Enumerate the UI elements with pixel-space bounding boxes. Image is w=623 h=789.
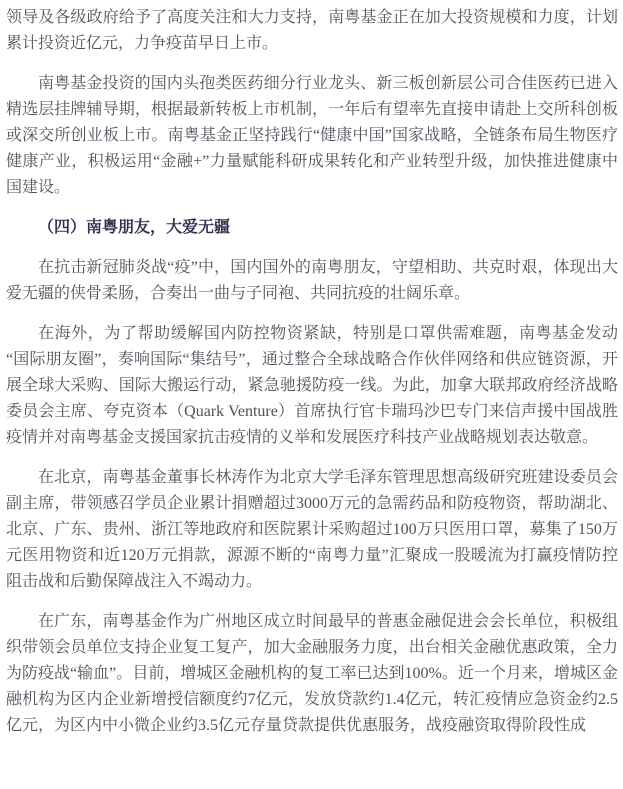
paragraph: 在海外，为了帮助缓解国内防控物资紧缺，特别是口罩供需难题，南粤基金发动“国际朋友圈”，奏响国际“集结号”，通过整合全球战略合作伙伴网络和供应链资源，开展全球大采购、国际大搬运行动，紧急驰援防疫一线。为此，加拿大联邦政府经济战略委员会主席、夸克资本（Quark Venture）首席执行官卡瑞玛沙巴专门来信声援中国战胜疫情并对南粤基金支援国家抗击疫情的义举和发展医疗科技产业战略规划表达敬意。 — [6, 325, 618, 446]
paragraph: 南粤基金投资的国内头孢类医药细分行业龙头、新三板创新层公司合佳医药已进入精选层挂牌辅导期，根据最新转板上市机制，一年后有望率先直接申请赴上交所科创板或深交所创业板上市。南粤基金正坚持践行“健康中国”国家战略，全链条布局生物医疗健康产业，积极运用“金融+”力量赋能科研成果转化和产业转型升级，加快推进健康中国建设。 — [6, 75, 618, 196]
paragraph: 在北京，南粤基金董事长林涛作为北京大学毛泽东管理思想高级研究班建设委员会副主席，带领感召学员企业累计捐赠超过3000万元的急需药品和防疫物资，帮助湖北、北京、广东、贵州、浙江等地政府和医院累计采购超过100万只医用口罩，募集了150万元医用物资和近120万元捐款，源源不断的“南粤力量”汇聚成一股暖流为打赢疫情防控阻击战和后勤保障战注入不竭动力。 — [6, 469, 618, 590]
paragraph-truncated: 在广东，南粤基金作为广州地区成立时间最早的普惠金融促进会会长单位，积极组织带领会员单位支持企业复工复产，加大金融服务力度，出台相关金融优惠政策，全力为防疫战“输血”。目前，增城区金融机构的复工率已达到100%。近一个月来，增城区金融机构为区内企业新增授信额度约7亿元，发放贷款约1.4亿元，转汇疫情应急资金约2.5亿元，为区内中小微企业约3.5亿元存量贷款提供优惠服务，战疫融资取得阶段性成 — [6, 613, 618, 734]
section-heading: （四）南粤朋友，大爱无疆 — [38, 219, 231, 236]
paragraph-continuation: 领导及各级政府给予了高度关注和大力支持，南粤基金正在加大投资规模和力度，计划累计投资近亿元，力争疫苗早日上市。 — [6, 9, 618, 52]
paragraph: 在抗击新冠肺炎战“疫”中，国内国外的南粤朋友，守望相助、共克时艰，体现出大爱无疆的侠骨柔肠，合奏出一曲与子同袍、共同抗疫的壮阔乐章。 — [6, 259, 618, 302]
